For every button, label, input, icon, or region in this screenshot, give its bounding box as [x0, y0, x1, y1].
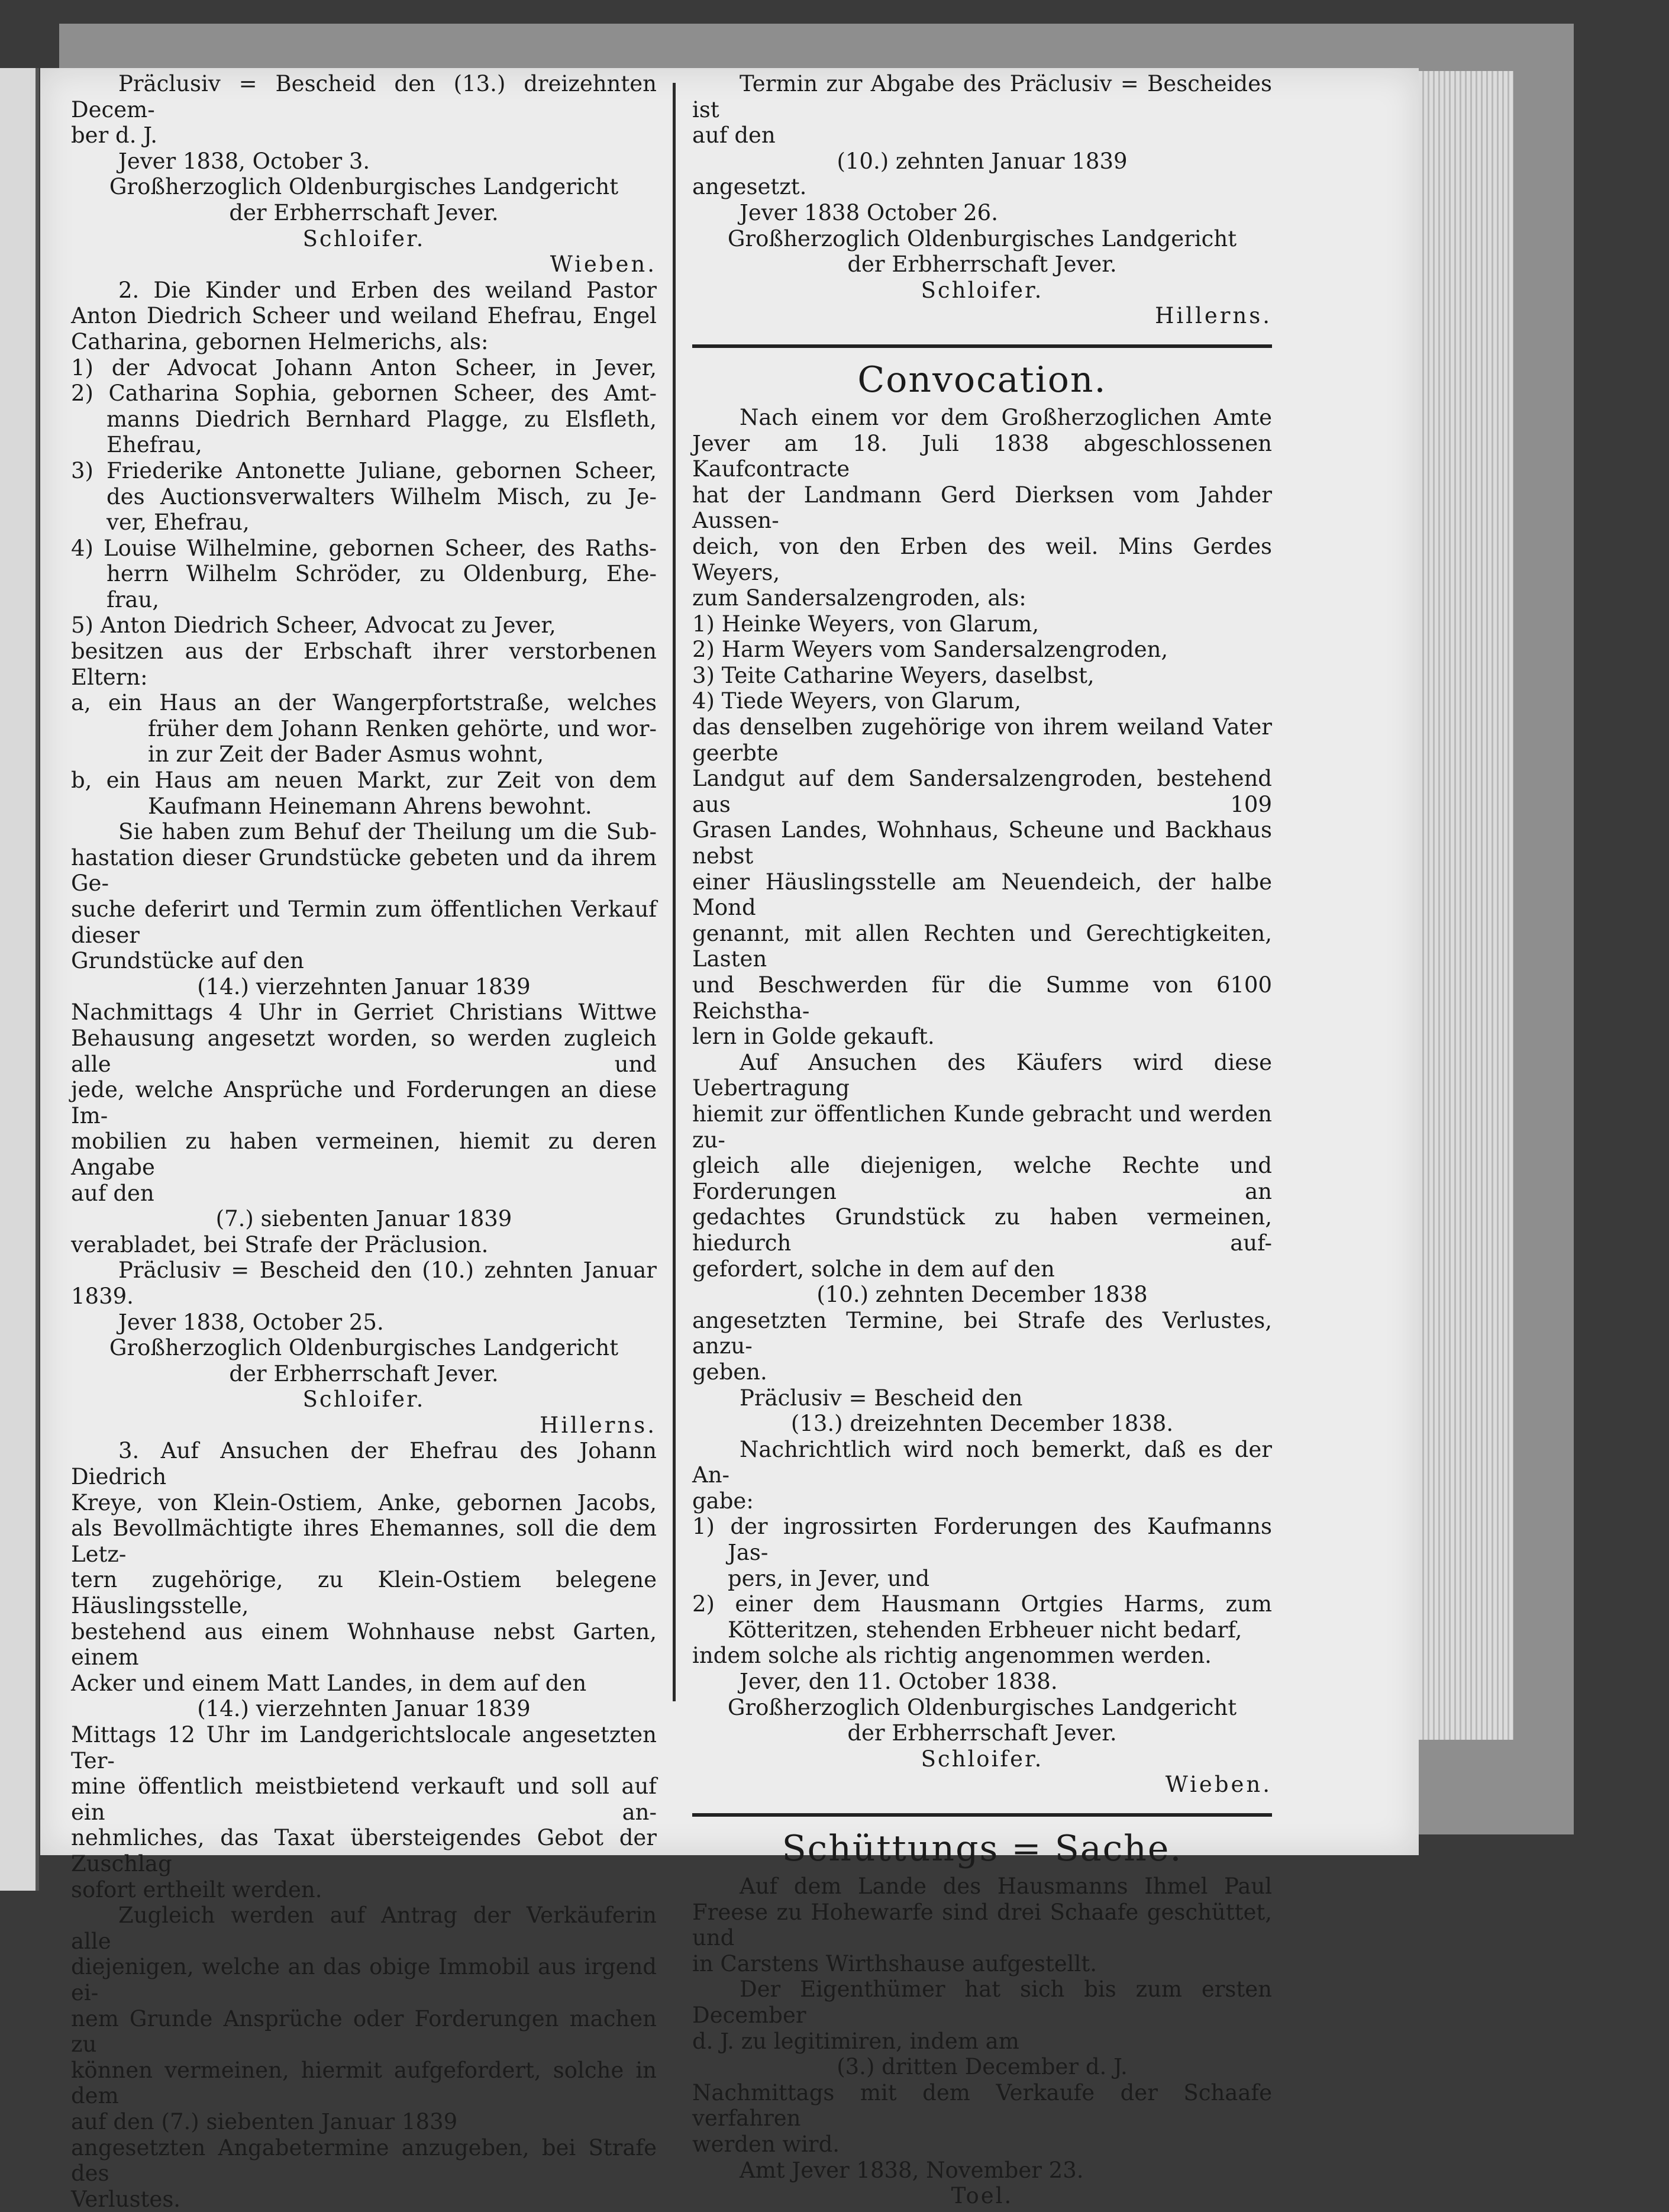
text-line: Ehefrau,	[106, 432, 202, 458]
section-rule	[692, 344, 1272, 348]
text-line: hastation dieser Grundstücke gebeten und da ihrem Ge-	[71, 844, 657, 897]
text-line: 1) der ingrossirten Forderungen des Kaufmanns Jas-	[692, 1514, 1272, 1566]
text-line: verabladet, bei Strafe der Präclusion.	[71, 1231, 489, 1257]
text-line: d. J. zu legitimiren, indem am	[692, 2028, 1019, 2054]
text-line: Nach einem vor dem Großherzoglichen Amte	[740, 404, 1272, 430]
text-line: 2) Harm Weyers vom Sandersalzengroden,	[692, 637, 1168, 663]
text-line: (10.) zehnten Januar 1839	[837, 148, 1128, 174]
text-line: auf den	[71, 1180, 154, 1206]
text-line: Kaufmann Heinemann Ahrens bewohnt.	[148, 793, 592, 819]
text-line: suche deferirt und Termin zum öffentlichen Verkauf dieser	[71, 897, 657, 948]
right-column	[692, 71, 1272, 2209]
text-line: frau,	[106, 586, 160, 612]
text-line: Nachrichtlich wird noch bemerkt, daß es der An-	[692, 1436, 1272, 1488]
text-line: Anton Diedrich Scheer und weiland Ehefrau, Engel	[71, 303, 657, 329]
left-column	[71, 71, 657, 2212]
text-line: Jever am 18. Juli 1838 abgeschlossenen Kaufcontracte	[692, 430, 1272, 482]
text-line: Schloifer.	[921, 1746, 1044, 1772]
text-line: sofort ertheilt werden.	[71, 1876, 322, 1903]
text-line: Kötteritzen, stehenden Erbheuer nicht bedarf,	[728, 1617, 1242, 1643]
text-line: gabe:	[692, 1488, 754, 1514]
text-line: besitzen aus der Erbschaft ihrer verstorbenen Eltern:	[71, 639, 657, 690]
text-line: Der Eigenthümer hat sich bis zum ersten December	[692, 1976, 1272, 2028]
page-stack-edges	[1419, 71, 1513, 1740]
text-line: 4) Louise Wilhelmine, gebornen Scheer, des Raths-	[71, 535, 657, 561]
text-line: 3. Auf Ansuchen der Ehefrau des Johann Diedrich	[71, 1438, 657, 1490]
text-line: der Erbherrschaft Jever.	[847, 251, 1117, 278]
text-line: Landgut auf dem Sandersalzengroden, bestehend aus 109	[692, 766, 1272, 817]
text-line: 2) einer dem Hausmann Ortgies Harms, zum	[692, 1591, 1272, 1617]
text-line: Wieben.	[550, 251, 657, 278]
text-line: Jever 1838, October 25.	[118, 1309, 384, 1335]
text-line: Jever 1838 October 26.	[740, 199, 998, 225]
text-line: Schloifer.	[302, 225, 425, 251]
text-line: jede, welche Ansprüche und Forderungen an diese Im-	[71, 1077, 657, 1128]
text-line: Hillerns.	[1155, 303, 1272, 329]
text-line: hat der Landmann Gerd Dierksen vom Jahder Aussen-	[692, 482, 1272, 534]
text-line: (14.) vierzehnten Januar 1839	[197, 973, 531, 999]
text-line: Jever 1838, October 3.	[118, 148, 370, 174]
text-line: genannt, mit allen Rechten und Gerechtigkeiten, Lasten	[692, 920, 1272, 972]
text-line: Acker und einem Matt Landes, in dem auf den	[71, 1670, 587, 1696]
facing-page-edge	[0, 68, 39, 1891]
text-line: Großherzoglich Oldenburgisches Landgericht	[727, 225, 1237, 251]
text-line: ber d. J.	[71, 122, 157, 149]
text-line: Auf Ansuchen des Käufers wird diese Uebertragung	[692, 1049, 1272, 1101]
text-line: Catharina, gebornen Helmerichs, als:	[71, 328, 489, 354]
text-line: gedachtes Grundstück zu haben vermeinen, hiedurch auf-	[692, 1204, 1272, 1256]
text-line: (7.) siebenten Januar 1839	[215, 1206, 512, 1232]
text-line: lern in Golde gekauft.	[692, 1024, 935, 1050]
text-line: (10.) zehnten December 1838	[816, 1282, 1148, 1308]
text-line: 2. Die Kinder und Erben des weiland Pastor	[118, 277, 657, 303]
text-line: 5) Anton Diedrich Scheer, Advocat zu Jever,	[71, 612, 556, 639]
text-line: nehmliches, das Taxat übersteigendes Gebot der Zuschlag	[71, 1825, 657, 1876]
text-line: a, ein Haus an der Wangerpfortstraße, welches	[71, 690, 657, 716]
text-line: tern zugehörige, zu Klein-Ostiem belegene Häuslingsstelle,	[71, 1567, 657, 1619]
text-line: Präclusiv = Bescheid den (13.) dreizehnten Decem-	[71, 71, 657, 122]
text-line: werden wird.	[692, 2131, 840, 2157]
text-line: das denselben zugehörige von ihrem weiland Vater geerbte	[692, 714, 1272, 766]
text-line: können vermeinen, hiermit aufgefordert, solche in dem	[71, 2057, 657, 2109]
text-line: (13.) dreizehnten December 1838.	[790, 1411, 1174, 1437]
text-line: deich, von den Erben des weil. Mins Gerdes Weyers,	[692, 533, 1272, 585]
text-line: mine öffentlich meistbietend verkauft und soll auf ein an-	[71, 1774, 657, 1825]
text-line: auf den (7.) siebenten Januar 1839	[71, 2108, 458, 2134]
text-line: Zugleich werden auf Antrag der Verkäuferin alle	[71, 1903, 657, 1954]
text-line: Freese zu Hohewarfe sind drei Schaafe geschüttet, und	[692, 1899, 1272, 1951]
text-line: früher dem Johann Renken gehörte, und wor-	[148, 715, 657, 741]
text-line: 1) der Advocat Johann Anton Scheer, in Jever,	[71, 354, 657, 381]
text-line: einer Häuslingsstelle am Neuendeich, der halbe Mond	[692, 869, 1272, 921]
text-line: zum Sandersalzengroden, als:	[692, 585, 1026, 611]
text-line: Grasen Landes, Wohnhaus, Scheune und Backhaus nebst	[692, 817, 1272, 869]
right-block-schuettung	[692, 1874, 1272, 2209]
text-line: 3) Teite Catharine Weyers, daselbst,	[692, 662, 1095, 688]
text-line: Amt Jever 1838, November 23.	[740, 2157, 1084, 2183]
text-line: Schloifer.	[302, 1386, 425, 1413]
text-line: Jever, den 11. October 1838.	[740, 1669, 1058, 1695]
text-line: (3.) dritten December d. J.	[837, 2054, 1128, 2080]
text-line: angesetzt.	[692, 174, 807, 200]
text-line: Großherzoglich Oldenburgisches Landgericht	[109, 174, 619, 200]
text-line: der Erbherrschaft Jever.	[229, 199, 499, 225]
text-line: angesetzten Angabetermine anzugeben, bei Strafe des	[71, 2134, 657, 2187]
text-line: Sie haben zum Behuf der Theilung um die Sub-	[118, 819, 657, 845]
text-line: Auf dem Lande des Hausmanns Ihmel Paul	[740, 1874, 1272, 1899]
text-line: hiemit zur öffentlichen Kunde gebracht und werden zu-	[692, 1101, 1272, 1153]
text-line: (14.) vierzehnten Januar 1839	[197, 1696, 531, 1722]
text-line: Verlustes.	[71, 2186, 181, 2212]
text-line: herrn Wilhelm Schröder, zu Oldenburg, Ehe-	[106, 561, 657, 587]
text-line: 4) Tiede Weyers, von Glarum,	[692, 688, 1021, 714]
text-line: der Erbherrschaft Jever.	[229, 1360, 499, 1386]
right-block-convocation	[692, 405, 1272, 1798]
text-line: 2) Catharina Sophia, gebornen Scheer, des Amt-	[71, 381, 657, 407]
text-line: 3) Friederike Antonette Juliane, gebornen Scheer,	[71, 457, 657, 483]
text-line: diejenigen, welche an das obige Immobil aus irgend ei-	[71, 1954, 657, 2005]
text-line: manns Diedrich Bernhard Plagge, zu Elsfleth,	[106, 406, 657, 432]
text-line: indem solche als richtig angenommen werden.	[692, 1643, 1212, 1669]
text-line: Wieben.	[1165, 1772, 1272, 1798]
text-line: Präclusiv = Bescheid den (10.) zehnten Januar	[118, 1257, 657, 1284]
text-line: als Bevollmächtigte ihres Ehemannes, soll die dem Letz-	[71, 1515, 657, 1567]
text-line: Behausung angesetzt worden, so werden zugleich alle und	[71, 1025, 657, 1077]
text-line: auf den	[692, 122, 776, 149]
text-line: Nachmittags 4 Uhr in Gerriet Christians Wittwe	[71, 999, 657, 1026]
text-line: des Auctionsverwalters Wilhelm Misch, zu Je-	[106, 483, 657, 510]
section-rule	[692, 1813, 1272, 1817]
text-line: 1) Heinke Weyers, von Glarum,	[692, 611, 1040, 637]
heading-convocation: Convocation.	[857, 359, 1107, 401]
text-line: Grundstücke auf den	[71, 948, 304, 974]
text-line: angesetzten Termine, bei Strafe des Verlustes, anzu-	[692, 1307, 1272, 1359]
text-line: in Carstens Wirthshause aufgestellt.	[692, 1950, 1097, 1976]
text-line: Kreye, von Klein-Ostiem, Anke, gebornen Jacobs,	[71, 1489, 657, 1515]
text-line: Großherzoglich Oldenburgisches Landgericht	[109, 1335, 619, 1361]
text-line: Toel.	[951, 2183, 1013, 2209]
text-line: b, ein Haus am neuen Markt, zur Zeit von dem	[71, 768, 657, 794]
text-line: Termin zur Abgabe des Präclusiv = Bescheides ist	[692, 71, 1272, 122]
text-line: 1839.	[71, 1283, 134, 1309]
text-line: der Erbherrschaft Jever.	[847, 1720, 1117, 1746]
text-line: pers, in Jever, und	[728, 1565, 930, 1591]
text-line: bestehend aus einem Wohnhause nebst Garten, einem	[71, 1618, 657, 1671]
text-line: Nachmittags mit dem Verkaufe der Schaafe verfahren	[692, 2079, 1272, 2132]
text-line: Präclusiv = Bescheid den	[740, 1385, 1023, 1411]
text-line: in zur Zeit der Bader Asmus wohnt,	[148, 741, 544, 768]
text-line: gleich alle diejenigen, welche Rechte und Forderungen an	[692, 1153, 1272, 1204]
text-line: Hillerns.	[540, 1412, 657, 1438]
text-line: Schloifer.	[921, 277, 1044, 303]
heading-schuettungs-sache: Schüttungs = Sache.	[782, 1828, 1183, 1869]
text-line: und Beschwerden für die Summe von 6100 Reichstha-	[692, 972, 1272, 1024]
text-line: nem Grunde Ansprüche oder Forderungen machen zu	[71, 2005, 657, 2058]
text-line: Mittags 12 Uhr im Landgerichtslocale angesetzten Ter-	[71, 1722, 657, 1774]
column-divider	[673, 83, 676, 1701]
text-line: geben.	[692, 1359, 767, 1385]
text-line: gefordert, solche in dem auf den	[692, 1256, 1055, 1282]
text-line: mobilien zu haben vermeinen, hiemit zu deren Angabe	[71, 1128, 657, 1180]
right-block-termin	[692, 71, 1272, 329]
text-line: Großherzoglich Oldenburgisches Landgericht	[727, 1694, 1237, 1720]
text-line: ver, Ehefrau,	[106, 510, 250, 536]
